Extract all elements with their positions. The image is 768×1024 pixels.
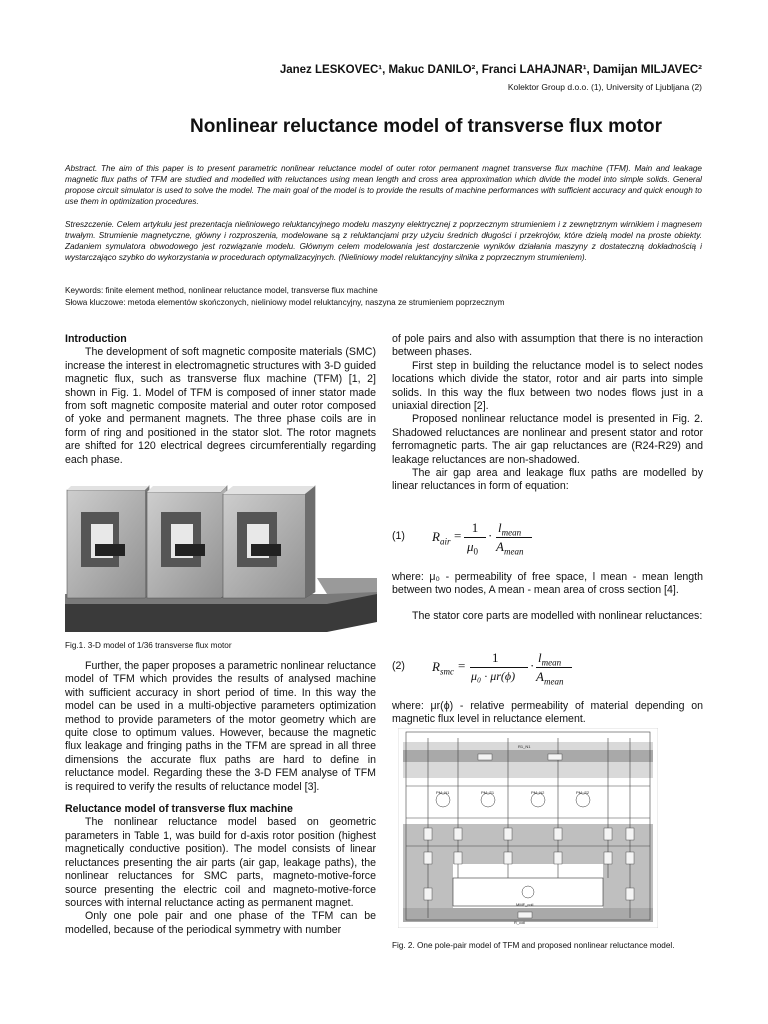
abstract-english: Abstract. The aim of this paper is to present parametric nonlinear reluctance model of outer rotor permanent magnet transverse flux machine (TFM). Main and leakage magnetic flux paths of TFM are studied and modelled with reluctances using mean length and cross area approximation which divide the model into simple solids. General propose circuit simulator is used to solve the model. The main goal of the model is to provide the results of machine performances with sufficient accuracy and quick enough to use them in optimization procedures. bbox=[65, 164, 702, 207]
intro-paragraph: The development of soft magnetic composite materials (SMC) increase the interest in electromagnetic structures with 3-D guided magnetic flux, such as transverse flux machine (TFM) [1, 2] shown in Fig. 1. Model of TFM is composed of inner stator made from soft magnetic composite material and outer rotor composed of yoke and permanent magnets. The three phase coils are in form of ring and positioned in the stator slot. The rotor magnets are shifted for 120 electrical degrees circumferentially regarding each phase. bbox=[65, 346, 376, 466]
right-column-mid bbox=[392, 571, 703, 623]
eq1-mu0 bbox=[467, 539, 478, 557]
eq1-fracline-1 bbox=[464, 537, 486, 538]
equation-1-lhs bbox=[432, 529, 450, 547]
keywords-english: Keywords: finite element method, nonlinear reluctance model, transverse flux machine bbox=[65, 286, 378, 295]
eq2-amean bbox=[536, 669, 563, 687]
eq1-l-sub: mean bbox=[501, 527, 522, 538]
eq1-one: 1 bbox=[471, 520, 479, 535]
keywords-polish: Słowa kluczowe: metoda elementów skończonych, nieliniowy model reluktancyjny, naszyna ze strumieniem poprzecznym bbox=[65, 298, 505, 307]
eq1-frac1 bbox=[464, 520, 486, 536]
reluctance-network-diagram bbox=[398, 728, 658, 928]
equation-2 bbox=[392, 650, 703, 690]
eq2-fracline-1 bbox=[470, 667, 528, 668]
eq1-a-sub: mean bbox=[503, 546, 524, 557]
eq1-amean bbox=[496, 539, 523, 557]
eq2-a: A bbox=[536, 669, 544, 684]
figure-1-caption: Fig.1. 3-D model of 1/36 transverse flux motor bbox=[65, 641, 232, 650]
eq1-fracline-2 bbox=[496, 537, 532, 538]
equation-2-lhs bbox=[432, 659, 454, 677]
fig2-label-pm-s1: PM_S1 bbox=[481, 790, 495, 795]
eq2-dot: · bbox=[530, 658, 535, 673]
eq1-r: R bbox=[432, 529, 440, 544]
tfm-3d-model-image bbox=[65, 482, 377, 632]
eq1-lmean bbox=[498, 520, 521, 538]
eq1-l: l bbox=[498, 520, 502, 535]
eq2-l: l bbox=[538, 650, 542, 665]
eq1-a: A bbox=[496, 539, 504, 554]
eq2-one: 1 bbox=[492, 650, 499, 665]
section-2-paragraph-a: The nonlinear reluctance model based on geometric parameters in Table 1, was build for d-axis rotor position (highest magnetically conductive position). The model consists of linear reluctances presenting the air parts (air gap, leakage paths), the nonlinear reluctances for SMC parts, magneto-motive-force source presenting the electric coil and magneto-motive-force sources with internal reluctance acting as permanent magnet. bbox=[65, 816, 376, 909]
section-2-paragraph-b: Only one pole pair and one phase of the TFM can be modelled, because of the periodical symmetry with number bbox=[65, 910, 376, 936]
intro-heading: Introduction bbox=[65, 333, 127, 345]
eq1-r-sub: air bbox=[439, 536, 451, 547]
equation-2-number: (2) bbox=[392, 660, 405, 672]
where-2-block bbox=[392, 700, 703, 727]
where-2: where: μr(ϕ) - relative permeability of material depending on magnetic flux level in reluctance element. bbox=[392, 700, 703, 726]
figure-2-caption: Fig. 2. One pole-pair model of TFM and proposed nonlinear reluctance model. bbox=[392, 941, 675, 950]
where-1: where: μ₀ - permeability of free space, l mean - mean length between two nodes, A mean - mean area of cross section [4]. bbox=[392, 571, 703, 597]
authors: Janez LESKOVEC¹, Makuc DANILO², Franci LAHAJNAR¹, Damijan MILJAVEC² bbox=[279, 64, 702, 76]
eq1-mu-sub: 0 bbox=[473, 546, 479, 557]
abstract-polish: Streszczenie. Celem artykułu jest prezentacja nieliniowego reluktancyjnego modelu maszyny elektrycznej z poprzecznym strumieniem i z zewnętrznym wirnikiem i magnesem trwałym. Strumienie magnetyczne, główny i rozproszenia, modelowane są z reluktancjami przy użyciu średnich długości i przekrojów, które dzielą model na proste obiekty. Zadaniem symulatora obwodowego jest rozwiązanie modelu. Głównym celem modelowania jest dostarczenie wyników działania maszyny z dostateczną dokładnością i wystarczająco szybko do wykorzystania w procedurach optymalizacyjnych. (Nieliniowy model reluktancyjny silnika z poprzecznym strumieniem). bbox=[65, 220, 702, 263]
equation-1-number: (1) bbox=[392, 530, 405, 542]
eq2-fracline-2 bbox=[536, 667, 572, 668]
left-column bbox=[65, 333, 376, 467]
section-2-heading: Reluctance model of transverse flux machine bbox=[65, 803, 293, 816]
figure-1 bbox=[65, 482, 377, 632]
eq2-denominator: μ₀ · μr(ϕ) bbox=[471, 669, 516, 683]
right-paragraph-5: The stator core parts are modelled with nonlinear reluctances: bbox=[412, 609, 703, 622]
eq2-equals: = bbox=[458, 658, 466, 673]
eq2-r-sub: smc bbox=[439, 666, 454, 677]
eq2-a-sub: mean bbox=[543, 676, 564, 687]
eq1-equals: = bbox=[454, 528, 462, 543]
eq2-lmean bbox=[538, 650, 561, 668]
fig2-label-r1: R1_N1 bbox=[518, 744, 531, 749]
eq2-r: R bbox=[432, 659, 440, 674]
eq1-mu: μ bbox=[467, 539, 474, 554]
paragraph-further: Further, the paper proposes a parametric nonlinear reluctance model of TFM which provides the results of analysed machine with sufficient accuracy in short period of time. In this way the model can be used in a multi-objective parameters optimization method to provide parameters of the motor geometry which are quite close to optimum values. However, because the magnetic flux leakage and fringing paths in the TFM are spread in all three dimensions the accurate flux paths are hard to define in reluctance model. Regarding these the 3-D FEM analyse of TFM is required to verify the results of reluctance model [3]. bbox=[65, 660, 376, 793]
eq1-dot: · bbox=[488, 528, 493, 543]
fig2-label-pm-n2: PM_N2 bbox=[531, 790, 545, 795]
equation-1 bbox=[392, 520, 703, 560]
eq2-l-sub: mean bbox=[541, 657, 562, 668]
fig2-label-mmf: MMF_coil bbox=[516, 902, 534, 907]
right-paragraph-4: The air gap area and leakage flux paths are modelled by linear reluctances in form of equation: bbox=[392, 467, 703, 493]
left-column-lower bbox=[65, 660, 376, 937]
paper-title: Nonlinear reluctance model of transverse flux motor bbox=[190, 116, 662, 137]
right-column bbox=[392, 333, 703, 494]
fig2-label-pm-s2: PM_S2 bbox=[576, 790, 590, 795]
affiliation: Kolektor Group d.o.o. (1), University of Ljubljana (2) bbox=[507, 82, 702, 92]
fig2-label-rcoil: R_coil bbox=[514, 920, 526, 925]
right-paragraph-3: Proposed nonlinear reluctance model is presented in Fig. 2. Shadowed reluctances are nonlinear and present stator and rotor ferromagnetic parts. The air gap reluctances are (R24-R29) and leakage reluctances are non-shadowed. bbox=[392, 413, 703, 466]
right-paragraph-2: First step in building the reluctance model is to select nodes locations which divide the stator, rotor and air parts into simple solids. In this way the flux between two nodes flows just in a uniaxial direction [2]. bbox=[392, 359, 703, 413]
right-paragraph-1: of pole pairs and also with assumption that there is no interaction between phases. bbox=[392, 333, 703, 359]
fig2-label-pm-n1: PM_N1 bbox=[436, 790, 450, 795]
figure-2 bbox=[398, 728, 658, 928]
